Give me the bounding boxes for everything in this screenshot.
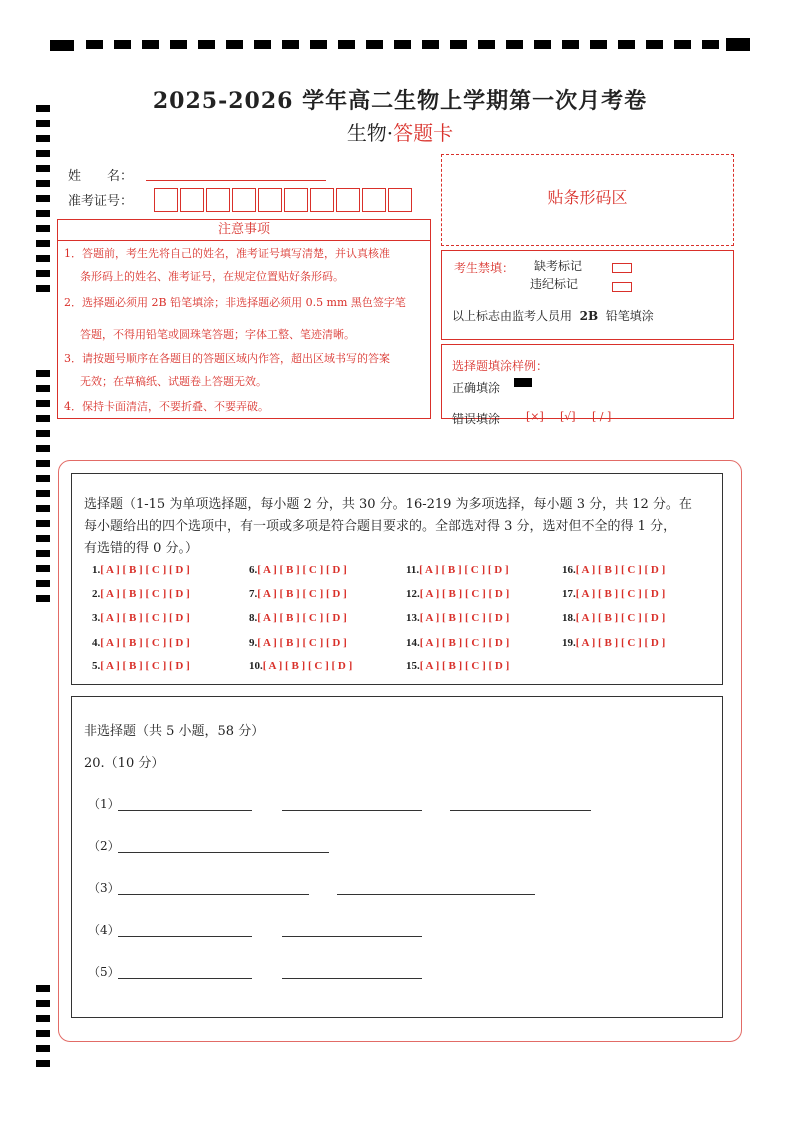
answer-line[interactable] — [118, 852, 329, 853]
choice-row-10[interactable]: 10.[ A ] [ B ] [ C ] [ D ] — [249, 660, 353, 672]
notice-line: 2．选择题必须用 2B 铅笔填涂；非选择题必须用 0.5 mm 黑色签字笔 — [64, 296, 406, 309]
choice-row-3[interactable]: 3.[ A ] [ B ] [ C ] [ D ] — [92, 612, 190, 624]
answer-line[interactable] — [337, 894, 535, 895]
answer-line[interactable] — [118, 978, 252, 979]
choice-row-19[interactable]: 19.[ A ] [ B ] [ C ] [ D ] — [562, 637, 666, 649]
page-subtitle — [0, 117, 800, 146]
choice-row-7[interactable]: 7.[ A ] [ B ] [ C ] [ D ] — [249, 588, 347, 600]
choice-row-5[interactable]: 5.[ A ] [ B ] [ C ] [ D ] — [92, 660, 190, 672]
choice-row-12[interactable]: 12.[ A ] [ B ] [ C ] [ D ] — [406, 588, 510, 600]
exam-id-label: 准考证号： — [68, 194, 134, 209]
violation-mark-box[interactable] — [612, 282, 632, 292]
page-title: 2025-2026 学年高二生物上学期第一次月考卷 — [152, 88, 648, 114]
choice-row-8[interactable]: 8.[ A ] [ B ] [ C ] [ D ] — [249, 612, 347, 624]
choice-row-6[interactable]: 6.[ A ] [ B ] [ C ] [ D ] — [249, 564, 347, 576]
choice-row-2[interactable]: 2.[ A ] [ B ] [ C ] [ D ] — [92, 588, 190, 600]
answer-line[interactable] — [450, 810, 591, 811]
answer-line[interactable] — [282, 978, 422, 979]
violation-label: 违纪标记 — [530, 277, 579, 291]
choice-row-14[interactable]: 14.[ A ] [ B ] [ C ] [ D ] — [406, 637, 510, 649]
part-1-label: （1） — [88, 797, 120, 811]
answer-line[interactable] — [282, 810, 422, 811]
absent-mark-box[interactable] — [612, 263, 632, 273]
nonchoice-title: 非选择题（共 5 小题，58 分） — [84, 724, 265, 739]
fill-sample-label: 选择题填涂样例： — [452, 359, 549, 373]
exam-rules-note: 以上标志由监考人员用 2B 铅笔填涂 — [452, 309, 654, 323]
choice-row-1[interactable]: 1.[ A ] [ B ] [ C ] [ D ] — [92, 564, 190, 576]
barcode-label: 贴条形码区 — [547, 188, 628, 207]
subtitle-subject: 生物· — [346, 121, 394, 145]
choice-intro-line: 每小题给出的四个选项中，有一项或多项是符合题目要求的。全部选对得 3 分，选对但不全的得 1 分， — [84, 519, 677, 534]
wrong-fill-label: 错误填涂 — [452, 412, 501, 426]
choice-intro-line: 有选错的得 0 分。） — [84, 541, 199, 556]
answer-line[interactable] — [118, 936, 252, 937]
choice-row-15[interactable]: 15.[ A ] [ B ] [ C ] [ D ] — [406, 660, 510, 672]
part-4-label: （4） — [88, 923, 120, 937]
part-3-label: （3） — [88, 881, 120, 895]
notice-line: 3．请按题号顺序在各题目的答题区域内作答，超出区域书写的答案 — [64, 352, 390, 365]
notice-line: 条形码上的姓名、准考证号，在规定位置贴好条形码。 — [80, 270, 344, 283]
choice-row-13[interactable]: 13.[ A ] [ B ] [ C ] [ D ] — [406, 612, 510, 624]
subtitle-answer-card: 答题卡 — [393, 121, 454, 145]
nonchoice-section-box — [71, 696, 723, 1018]
exam-rules-box — [441, 250, 734, 340]
notice-line: 答题，不得用铅笔或圆珠笔答题；字体工整、笔迹清晰。 — [80, 328, 355, 341]
correct-fill-label: 正确填涂 — [452, 381, 501, 395]
barcode-area — [441, 154, 734, 246]
choice-row-18[interactable]: 18.[ A ] [ B ] [ C ] [ D ] — [562, 612, 666, 624]
exam-rules-label: 考生禁填： — [454, 261, 515, 275]
notice-line: 1．答题前，考生先将自己的姓名，准考证号填写清楚，并认真核准 — [64, 247, 390, 260]
answer-line[interactable] — [118, 810, 252, 811]
choice-intro-line: 选择题（1-15 为单项选择题，每小题 2 分，共 30 分。16-219 为多项选择，每小题 3 分，共 12 分。在 — [84, 497, 692, 512]
wrong-mark-check: [√] — [560, 410, 576, 423]
choice-row-9[interactable]: 9.[ A ] [ B ] [ C ] [ D ] — [249, 637, 347, 649]
name-field[interactable] — [146, 180, 326, 181]
part-5-label: （5） — [88, 965, 120, 979]
notice-line: 4．保持卡面清洁，不要折叠、不要弄破。 — [64, 400, 269, 413]
notice-heading: 注意事项 — [58, 220, 430, 241]
choice-row-16[interactable]: 16.[ A ] [ B ] [ C ] [ D ] — [562, 564, 666, 576]
fill-sample-box — [441, 344, 734, 419]
correct-fill-mark — [514, 378, 532, 387]
notice-line: 无效；在草稿纸、试题卷上答题无效。 — [80, 375, 267, 388]
wrong-mark-slash: [ / ] — [592, 410, 612, 423]
name-label: 姓 名： — [68, 169, 134, 184]
answer-line[interactable] — [118, 894, 309, 895]
part-2-label: （2） — [88, 839, 120, 853]
choice-row-11[interactable]: 11.[ A ] [ B ] [ C ] [ D ] — [406, 564, 509, 576]
absent-label: 缺考标记 — [534, 259, 583, 273]
answer-line[interactable] — [282, 936, 422, 937]
question-20-heading: 20.（10 分） — [84, 756, 165, 771]
wrong-mark-cross: [×] — [526, 410, 544, 423]
choice-row-17[interactable]: 17.[ A ] [ B ] [ C ] [ D ] — [562, 588, 666, 600]
choice-row-4[interactable]: 4.[ A ] [ B ] [ C ] [ D ] — [92, 637, 190, 649]
